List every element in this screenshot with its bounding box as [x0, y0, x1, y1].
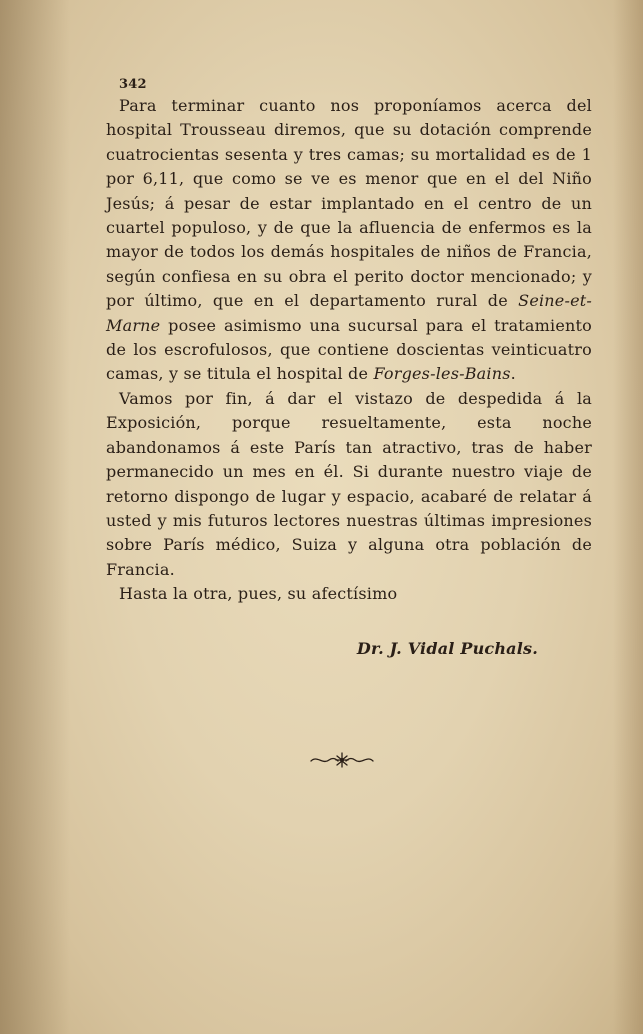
page-number: 342 — [119, 77, 147, 92]
paragraph-hospital-trousseau — [106, 94, 592, 387]
paragraph-exposicion: Vamos por fin, á dar el vistazo de despedida á la Exposición, porque resueltamente, esta noche abandonamos á este París tan atractivo, tras de haber permanecido un mes en él. Si durante nuestro viaje de retorno dispongo de lugar y espacio, acabaré de relatar á usted y mis futuros lectores nuestras últimas impresiones sobre París médico, Suiza y alguna otra población de Francia. — [106, 388, 592, 579]
signature: Dr. J. Vidal Puchals. — [356, 638, 538, 658]
paragraph-text: posee asimismo una sucursal para el tratamiento de los escrofulosos, que contiene doscientas veinticuatro camas, y se titula el hospital de — [106, 315, 592, 384]
paragraph-text: Para terminar cuanto nos proponíamos acerca del hospital Trousseau diremos, que su dotación comprende cuatrocientas sesenta y tres camas; su mortalidad es de 1 por 6,11, que como se ve es menor que en el del Niño Jesús; á pesar de estar implantado en el centro de un cuartel populoso, y de que la afluencia de enfermos es la mayor de todos los demás hospitales de niños de Francia, según confiesa en su obra el perito doctor mencionado; y por último, que en el departamento rural de — [106, 96, 592, 311]
place-name-forges-les-bains: Forges-les-Bains — [373, 364, 511, 384]
paragraph-closing: Hasta la otra, pues, su afectísimo — [119, 584, 398, 604]
text-block — [106, 78, 592, 661]
decorative-fleuron-icon — [309, 750, 375, 770]
paragraph-text: . — [510, 364, 516, 384]
place-name-seine-et-marne: Seine-et-Marne — [106, 291, 592, 335]
